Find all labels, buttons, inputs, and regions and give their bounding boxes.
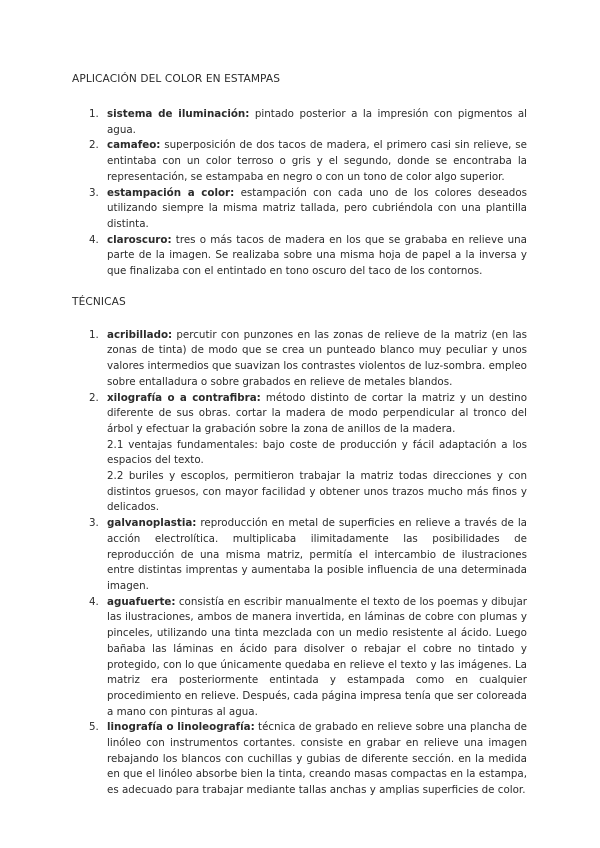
list-number: 3. xyxy=(89,186,99,199)
section-title-techniques: TÉCNICAS xyxy=(72,295,126,308)
color-methods-list xyxy=(72,107,527,280)
list-text: reproducción en metal de superficies en relieve a través de la acción electrolítica. multiplicaba ilimitadamente las posibilidades de reproducción de una misma matriz, permitía el intercambio de ilustraciones entre distintas imprentas y aumentaba la posible influencia de una determinada imagen. xyxy=(107,517,527,592)
list-item xyxy=(72,595,527,721)
list-text: percutir con punzones en las zonas de relieve de la matriz (en las zonas de tinta) de modo que se crea un punteado blanco muy peculiar y unos valores intermedios que suavizan los contrastes violentos de luz-sombra. empleo sobre entalladura o sobre grabados en relieve de metales blandos. xyxy=(107,328,527,388)
list-term: claroscuro: xyxy=(107,233,172,246)
list-term: acribillado: xyxy=(107,328,173,341)
list-number: 1. xyxy=(89,108,99,120)
list-item xyxy=(72,138,527,185)
list-number: 4. xyxy=(89,233,99,246)
list-number: 1. xyxy=(89,328,99,341)
list-term: aguafuerte: xyxy=(107,595,176,608)
list-number: 2. xyxy=(89,391,99,404)
list-item xyxy=(72,720,527,799)
list-subpoint: 2.2 buriles y escoplos, permitieron trabajar la matriz todas direcciones y con distintos gruesos, con mayor facilidad y obtener unos trazos mucho más finos y delicados. xyxy=(107,470,527,514)
list-term: galvanoplastia: xyxy=(107,517,197,530)
list-item xyxy=(72,328,527,391)
list-text: tres o más tacos de madera en los que se grababa en relieve una parte de la imagen. Se realizaba sobre una misma hoja de papel a la inversa y que finalizaba con el entintado en tono oscuro del taco de los contornos. xyxy=(107,233,527,278)
list-text: superposición de dos tacos de madera, el primero casi sin relieve, se entintaba con un color terroso o gris y el segundo, donde se encontraba la representación, se estampaba en negro o con un tono de color algo superior. xyxy=(107,139,527,183)
list-text: consistía en escribir manualmente el texto de los poemas y dibujar las ilustraciones, ambos de manera invertida, en láminas de cobre con plumas y pinceles, utilizando una tinta mezclada con un medio resistente al ácido. Luego bañaba las láminas en ácido para disolver o rebajar el cobre no tintado y protegido, con lo que únicamente quedaba en relieve el texto y las imágenes. La matriz era posteriormente entintada y estampada como en cualquier procedimiento en relieve. Después, cada página impresa tenía que ser coloreada a mano con pinturas al agua. xyxy=(107,595,527,718)
list-item xyxy=(72,516,527,595)
list-number: 4. xyxy=(89,595,99,608)
list-term: sistema de iluminación: xyxy=(107,108,250,120)
list-number: 5. xyxy=(89,721,99,734)
list-subpoint: 2.1 ventajas fundamentales: bajo coste de producción y fácil adaptación a los espacios del texto. xyxy=(107,438,527,467)
section-title-color: APLICACIÓN DEL COLOR EN ESTAMPAS xyxy=(72,73,281,85)
list-item xyxy=(72,391,527,517)
list-number: 2. xyxy=(89,139,99,152)
list-item xyxy=(72,233,527,280)
list-number: 3. xyxy=(89,517,99,530)
list-text: estampación con cada uno de los colores deseados utilizando siempre la misma matriz tallada, pero cubriéndola con una plantilla distinta. xyxy=(107,186,527,230)
list-term: estampación a color: xyxy=(107,186,235,199)
list-term: camafeo: xyxy=(107,139,161,152)
list-term: linografía o linoleografía: xyxy=(107,721,255,734)
list-text: pintado posterior a la impresión con pigmentos al agua. xyxy=(107,108,527,136)
list-item xyxy=(72,186,527,233)
list-text: método distinto de cortar la matriz y un destino diferente de sus obras. cortar la madera de modo perpendicular al tronco del árbol y efectuar la grabación sobre la zona de anillos de la madera. xyxy=(107,391,527,435)
list-item xyxy=(72,107,527,138)
list-text: técnica de grabado en relieve sobre una plancha de linóleo con instrumentos cortantes. consiste en grabar en relieve una imagen rebajando los blancos con cuchillas y gubias de diferente sección. en la medida en que el linóleo absorbe bien la tinta, creando masas compactas en la estampa, es adecuado para trabajar mediante tallas anchas y amplias superficies de color. xyxy=(107,721,527,797)
list-term: xilografía o a contrafibra: xyxy=(107,391,261,404)
techniques-list xyxy=(72,328,527,799)
